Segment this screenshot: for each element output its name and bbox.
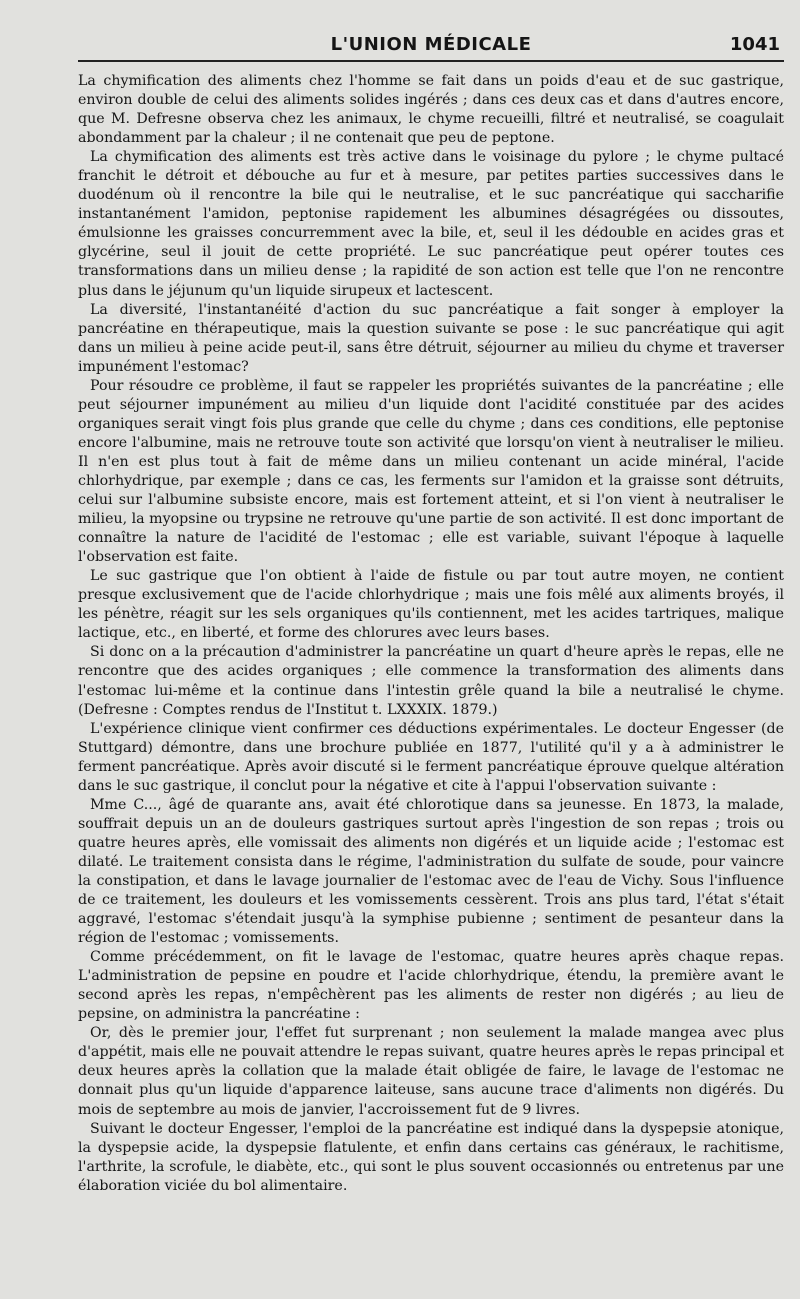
body-text (78, 72, 784, 1196)
page-header (78, 26, 784, 62)
paragraph: Le suc gastrique que l'on obtient à l'aide de fistule ou par tout autre moyen, ne contient presque exclusivement que de l'acide chlorhydrique ; mais une fois mêlé aux aliments broyés, il les pénètre, réagit sur les sels organiques qu'ils contiennent, met les acides tartriques, malique lactique, etc., en liberté, et forme des chlorures avec leurs bases. (78, 568, 784, 642)
paragraph: Pour résoudre ce problème, il faut se rappeler les propriétés suivantes de la pancréatine ; elle peut séjourner impunément au milieu d'un liquide dont l'acidité constituée par des acides organiques serait vingt fois plus grande que celle du chyme ; dans ces conditions, elle peptonise encore l'albumine, mais ne retrouve toute son activité que lorsqu'on vient à neutraliser le milieu. Il n'en est plus tout à fait de même dans un milieu contenant un acide minéral, l'acide chlorhydrique, par exemple ; dans ce cas, les ferments sur l'amidon et la graisse sont détruits, celui sur l'albumine subsiste encore, mais est fortement atteint, et si l'on vient à neutraliser le milieu, la myopsine ou trypsine ne retrouve qu'une partie de son activité. Il est donc important de connaître la nature de l'acidité de l'estomac ; elle est variable, suivant l'époque à laquelle l'observation est faite. (78, 377, 784, 566)
page-number: 1041 (729, 34, 780, 55)
paragraph: Or, dès le premier jour, l'effet fut surprenant ; non seulement la malade mangea avec plus d'appétit, mais elle ne pouvait attendre le repas suivant, quatre heures après le repas principal et deux heures après la collation que la malade était obligée de faire, le lavage de l'estomac ne donnait plus qu'un liquide d'apparence laiteuse, sans aucune trace d'aliments non digérés. Du mois de septembre au mois de janvier, l'accroissement fut de 9 livres. (78, 1025, 784, 1118)
paragraph: La diversité, l'instantanéité d'action du suc pancréatique a fait songer à employer la pancréatine en thérapeutique, mais la question suivante se pose : le suc pancréatique qui agit dans un milieu à peine acide peut-il, sans être détruit, séjourner au milieu du chyme et traverser impunément l'estomac? (78, 301, 784, 375)
paragraph: L'expérience clinique vient confirmer ces déductions expérimentales. Le docteur Engesser (de Stuttgard) démontre, dans une brochure publiée en 1877, l'utilité qu'il y a à administrer le ferment pancréatique. Après avoir discuté si le ferment pancréatique éprouve quelque altération dans le suc gastrique, il conclut pour la négative et cite à l'appui l'observation suivante : (78, 720, 784, 794)
paragraph: Comme précédemment, on fit le lavage de l'estomac, quatre heures après chaque repas. L'administration de pepsine en poudre et l'acide chlorhydrique, étendu, la première avant le second après les repas, n'empêchèrent pas les aliments de rester non digérés ; au lieu de pepsine, on administra la pancréatine : (78, 949, 784, 1023)
paragraph: Mme C..., âgé de quarante ans, avait été chlorotique dans sa jeunesse. En 1873, la malade, souffrait depuis un an de douleurs gastriques surtout après l'ingestion de son repas ; trois ou quatre heures après, elle vomissait des aliments non digérés et un liquide acide ; l'estomac est dilaté. Le traitement consista dans le régime, l'administration du sulfate de soude, pour vaincre la constipation, et dans le lavage journalier de l'estomac avec de l'eau de Vichy. Sous l'influence de ce traitement, les douleurs et les vomissements cessèrent. Trois ans plus tard, l'état s'était aggravé, l'estomac s'étendait jusqu'à la symphise pubienne ; sentiment de pesanteur dans la région de l'estomac ; vomissements. (78, 796, 784, 947)
paragraph: Suivant le docteur Engesser, l'emploi de la pancréatine est indiqué dans la dyspepsie atonique, la dyspepsie acide, la dyspepsie flatulente, et enfin dans certains cas généraux, le rachitisme, l'arthrite, la scrofule, le diabète, etc., qui sont le plus souvent occasionnés ou entretenus par une élaboration viciée du bol alimentaire. (78, 1120, 784, 1194)
paragraph: Si donc on a la précaution d'administrer la pancréatine un quart d'heure après le repas, elle ne rencontre que des acides organiques ; elle commence la transformation des aliments dans l'estomac lui-même et la continue dans l'intestin grêle quand la bile a neutralisé le chyme. (Defresne : Comptes rendus de l'Institut t. LXXXIX. 1879.) (78, 644, 784, 718)
running-title: L'UNION MÉDICALE (330, 34, 532, 55)
paragraph: La chymification des aliments est très active dans le voisinage du pylore ; le chyme pultacé franchit le détroit et débouche au fur et à mesure, par petites parties successives dans le duodénum où il rencontre la bile qui le neutralise, et le suc pancréatique qui saccharifie instantanément l'amidon, peptonise rapidement les albumines désagrégées ou dissoutes, émulsionne les graisses concurremment avec la bile, et, seul il les dédouble en acides gras et glycérine, seul il jouit de cette propriété. Le suc pancréatique peut opérer toutes ces transformations dans un milieu dense ; la rapidité de son action est telle que l'on ne rencontre plus dans le jéjunum qu'un liquide sirupeux et lactescent. (78, 149, 784, 299)
paragraph: La chymification des aliments chez l'homme se fait dans un poids d'eau et de suc gastrique, environ double de celui des aliments solides ingérés ; dans ces deux cas et dans d'autres encore, que M. Defresne observa chez les animaux, le chyme recueilli, filtré et neutralisé, se coagulait abondamment par la chaleur ; il ne contenait que peu de peptone. (78, 73, 784, 147)
